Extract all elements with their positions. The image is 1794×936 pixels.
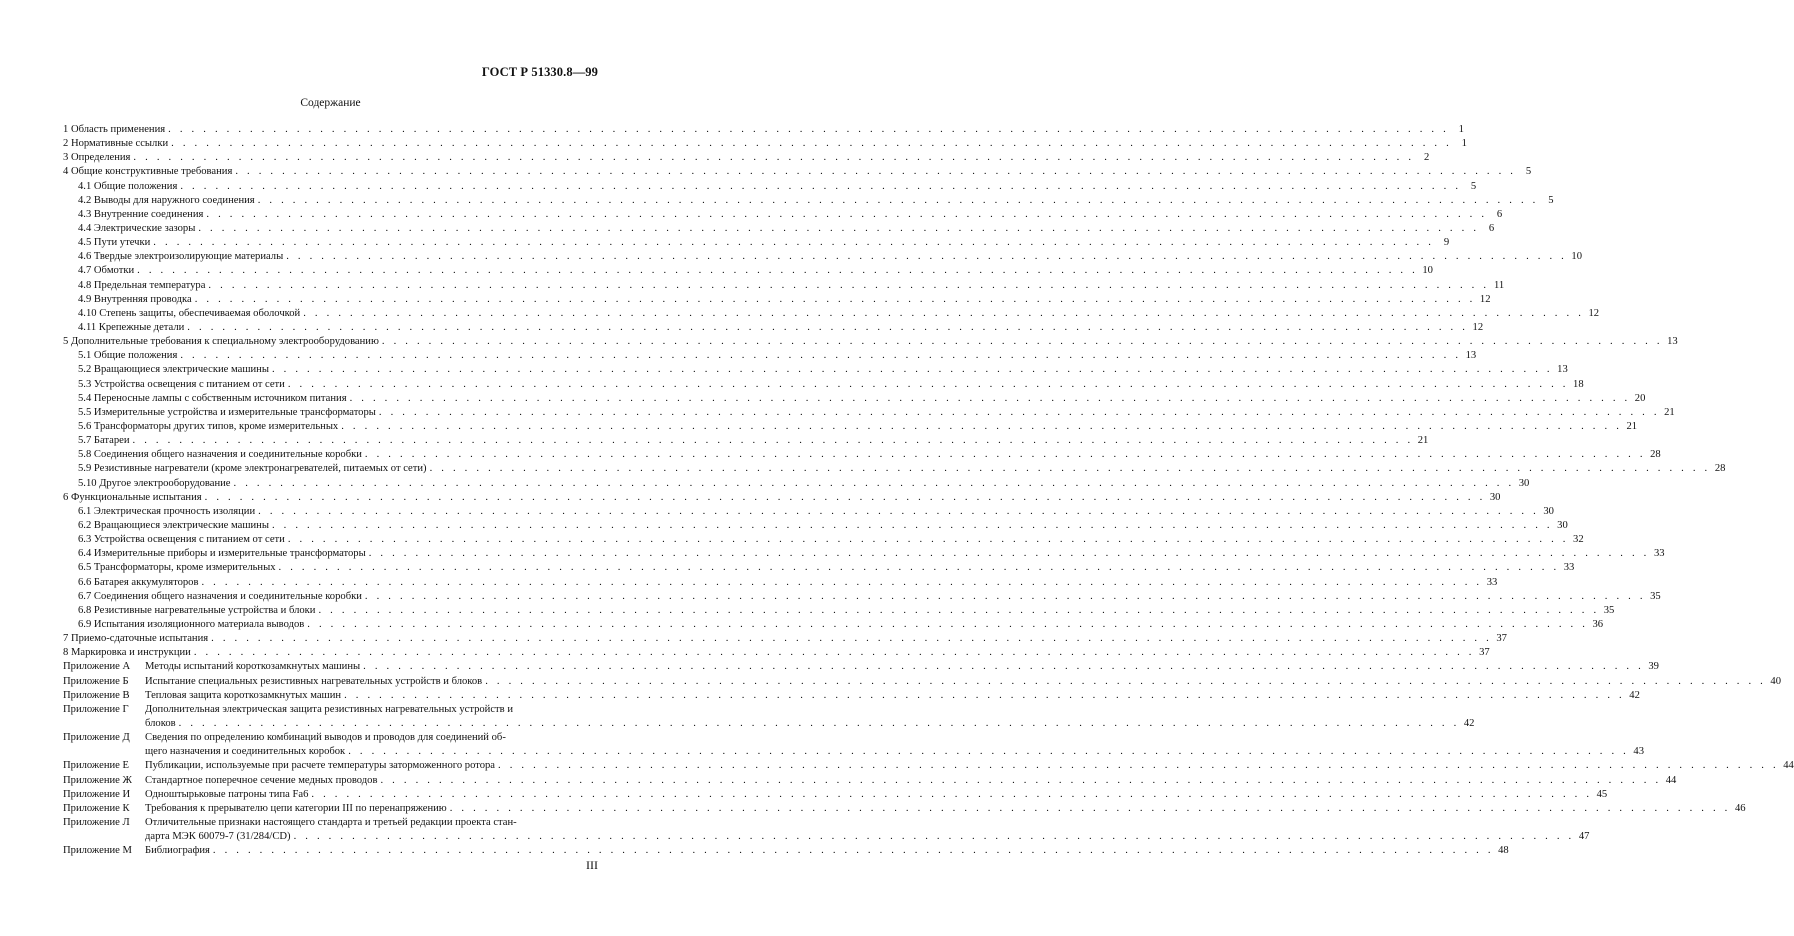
toc-entry-page: 12 (1472, 321, 1484, 333)
toc-entry-label: 4.3 Внутренние соединения (78, 208, 204, 220)
toc-entry[interactable] (63, 561, 1575, 575)
appendix-title-line: щего назначения и соединительных коробок (145, 746, 346, 758)
dot-leader (380, 774, 1661, 788)
toc-entry[interactable] (63, 604, 1615, 618)
dot-leader (180, 180, 1461, 194)
toc-entry-label: 6.4 Измерительные приборы и измерительные трансформаторы (78, 548, 366, 560)
appendix-page: 40 (1770, 675, 1782, 687)
toc-entry-page: 5 (1548, 194, 1554, 206)
toc-entry[interactable] (63, 448, 1661, 462)
toc-entry-label: 6.5 Трансформаторы, кроме измерительных (78, 562, 276, 574)
dot-leader (365, 590, 1646, 604)
dot-leader (288, 378, 1569, 392)
toc-entry-page: 9 (1443, 237, 1450, 249)
toc-entry-page: 13 (1667, 336, 1678, 348)
toc-entry[interactable] (63, 279, 1505, 293)
toc-entry[interactable] (63, 180, 1477, 194)
appendix-title-line: Сведения по определению комбинаций выводов и проводов для соединений об- (145, 732, 506, 744)
toc-entry-page: 33 (1653, 548, 1665, 560)
toc-entry-label: 5.5 Измерительные устройства и измерительные трансформаторы (78, 406, 376, 418)
toc-entry[interactable] (63, 519, 1568, 533)
dot-leader (133, 434, 1414, 448)
appendix-entry[interactable] (63, 816, 1590, 844)
dot-leader (179, 717, 1460, 731)
dot-leader (133, 151, 1414, 165)
toc-entry-page: 28 (1650, 449, 1661, 461)
toc-entry-page: 2 (1423, 152, 1430, 164)
toc-entry[interactable] (63, 491, 1501, 505)
toc-entry-label: 5.8 Соединения общего назначения и соединительные коробки (78, 449, 362, 461)
toc-entry-label: 5.4 Переносные лампы с собственным источником питания (78, 392, 347, 404)
toc-entry[interactable] (63, 576, 1498, 590)
appendix-entry[interactable] (63, 703, 1475, 731)
toc-entry-page: 37 (1496, 633, 1507, 645)
appendix-page: 44 (1665, 774, 1677, 786)
appendix-title-line: Публикации, используемые при расчете температуры заторможенного ротора (145, 760, 496, 772)
appendix-entry[interactable] (63, 759, 1794, 773)
dot-leader (171, 137, 1452, 151)
toc-entry-page: 21 (1664, 406, 1675, 418)
appendix-prefix: Приложение В (63, 689, 130, 701)
appendix-page: 43 (1633, 746, 1645, 758)
toc-entry[interactable] (63, 264, 1433, 278)
toc-entry-label: 4 Общие конструктивные требования (63, 166, 233, 178)
toc-entry-label: 5.1 Общие положения (78, 350, 178, 362)
dot-leader (137, 264, 1418, 278)
appendix-prefix: Приложение Б (63, 675, 129, 687)
dot-leader (341, 420, 1622, 434)
appendix-page: 44 (1783, 760, 1794, 772)
dot-leader (153, 236, 1434, 250)
dot-leader (206, 208, 1487, 222)
appendix-title-line: Библиография (145, 845, 210, 857)
toc-entry[interactable] (63, 434, 1429, 448)
toc-entry[interactable] (63, 420, 1638, 434)
document-header: ГОСТ Р 51330.8—99 (481, 65, 598, 79)
dot-leader (348, 745, 1629, 759)
appendix-prefix: Приложение К (63, 802, 130, 814)
toc-entry[interactable] (63, 307, 1600, 321)
toc-entry[interactable] (63, 293, 1491, 307)
appendix-prefix: Приложение Г (63, 703, 129, 715)
dot-leader (201, 576, 1482, 590)
dot-leader (350, 392, 1631, 406)
dot-leader (234, 477, 1515, 491)
toc-entry-label: 4.9 Внутренняя проводка (78, 293, 192, 305)
toc-entry-page: 10 (1571, 251, 1583, 263)
toc-entry-label: 4.1 Общие положения (78, 180, 178, 192)
toc-entry-page: 12 (1479, 293, 1491, 305)
toc-entry-label: 3 Определения (63, 152, 131, 164)
dot-leader (379, 406, 1660, 420)
dot-leader (288, 533, 1569, 547)
appendix-entry[interactable] (63, 689, 1640, 703)
appendix-page: 39 (1648, 661, 1659, 673)
appendix-prefix: Приложение Ж (63, 774, 132, 786)
dot-leader (485, 675, 1766, 689)
toc-entry-label: 6.7 Соединения общего назначения и соединительные коробки (78, 590, 362, 602)
toc-entry[interactable] (63, 505, 1554, 519)
appendix-prefix: Приложение Л (63, 817, 130, 828)
toc-entry-label: 4.6 Твердые электроизолирующие материалы (78, 251, 284, 263)
dot-leader (303, 307, 1584, 321)
page-number: III (586, 858, 598, 872)
dot-leader (363, 660, 1644, 674)
appendix-entry[interactable] (63, 774, 1677, 788)
toc-entry[interactable] (63, 632, 1507, 646)
appendix-title-line: блоков (145, 717, 176, 729)
dot-leader (498, 759, 1779, 773)
toc-entry-label: 5.3 Устройства освещения с питанием от сети (78, 378, 285, 390)
dot-leader (272, 519, 1553, 533)
toc-entry[interactable] (63, 250, 1583, 264)
toc-entry[interactable] (63, 590, 1661, 604)
toc-entry-label: 5.2 Вращающиеся электрические машины (78, 364, 269, 376)
toc-entry[interactable] (63, 208, 1503, 222)
appendix-title-line: Тепловая защита короткозамкнутых машин (145, 689, 342, 701)
toc-entry-label: 8 Маркировка и инструкции (63, 647, 191, 659)
toc-entry-page: 30 (1543, 505, 1554, 517)
toc-entry-page: 28 (1714, 463, 1726, 475)
dot-leader (211, 632, 1492, 646)
toc-entry[interactable] (63, 123, 1464, 137)
toc-entry-label: 6.8 Резистивные нагревательные устройства и блоки (78, 604, 316, 616)
appendix-prefix: Приложение Д (63, 732, 130, 744)
toc-entry[interactable] (63, 222, 1495, 236)
dot-leader (168, 123, 1449, 137)
appendix-prefix: Приложение И (63, 788, 131, 800)
toc-entry-label: 6.3 Устройства освещения с питанием от сети (78, 534, 285, 546)
toc-entry[interactable] (63, 335, 1678, 349)
dot-leader (195, 293, 1476, 307)
toc-entry-label: 5.6 Трансформаторы других типов, кроме измерительных (78, 420, 339, 432)
toc-entry[interactable] (63, 533, 1584, 547)
toc-entry-page: 30 (1518, 477, 1530, 489)
toc-entry-page: 35 (1650, 590, 1661, 602)
appendix-title-line: Одноштырьковые патроны типа Fa6 (145, 788, 309, 800)
toc-entry-page: 5 (1470, 180, 1477, 192)
toc-entry-page: 18 (1573, 378, 1584, 390)
toc-entry-page: 36 (1592, 618, 1604, 630)
toc-entry-page: 21 (1417, 435, 1429, 447)
toc-entry-label: 5.7 Батареи (78, 435, 130, 447)
dot-leader (258, 194, 1539, 208)
toc-entry-label: 6.9 Испытания изоляционного материала выводов (78, 618, 305, 630)
toc-entry-label: 6 Функциональные испытания (63, 491, 202, 503)
dot-leader (213, 844, 1494, 858)
toc-entry-page: 30 (1489, 491, 1501, 503)
appendix-title-line: Методы испытаний короткозамкнутых машины (145, 661, 361, 673)
toc-entry-label: 1 Область применения (63, 124, 166, 135)
toc-entry-label: 5.9 Резистивные нагреватели (кроме электронагревателей, питаемых от сети) (78, 463, 427, 475)
toc-entry-label: 4.7 Обмотки (78, 265, 135, 277)
dot-leader (430, 462, 1711, 476)
dot-leader (307, 618, 1588, 632)
toc-entry-label: 4.5 Пути утечки (78, 237, 151, 249)
toc-entry-label: 4.8 Предельная температура (78, 279, 206, 291)
dot-leader (194, 646, 1475, 660)
dot-leader (272, 363, 1553, 377)
toc-entry-page: 11 (1494, 279, 1505, 291)
appendix-page: 46 (1734, 802, 1746, 814)
appendix-prefix: Приложение А (63, 661, 131, 673)
toc-entry-page: 33 (1563, 562, 1575, 574)
toc-entry[interactable] (63, 477, 1530, 491)
toc-entry-label: 4.2 Выводы для наружного соединения (78, 194, 255, 206)
toc-entry-page: 10 (1422, 265, 1433, 277)
toc-entry-page: 5 (1525, 166, 1532, 178)
toc-entry-page: 32 (1573, 534, 1584, 546)
appendix-entry[interactable] (63, 731, 1645, 759)
dot-leader (235, 165, 1516, 179)
appendix-page: 42 (1629, 689, 1640, 701)
dot-leader (318, 604, 1599, 618)
appendix-prefix: Приложение М (63, 845, 132, 857)
toc-entry[interactable] (63, 392, 1646, 406)
toc-entry[interactable] (63, 618, 1604, 632)
toc-entry[interactable] (63, 378, 1584, 392)
toc-entry-page: 30 (1557, 519, 1568, 531)
appendix-page: 47 (1578, 831, 1590, 843)
toc-entry-page: 6 (1496, 208, 1503, 220)
toc-entry-page: 6 (1488, 222, 1495, 234)
dot-leader (258, 505, 1539, 519)
toc-entry[interactable] (63, 547, 1665, 561)
toc-entry-page: 13 (1465, 350, 1477, 362)
dot-leader (294, 830, 1575, 844)
toc-entry[interactable] (63, 236, 1450, 250)
appendix-prefix: Приложение Е (63, 760, 129, 772)
toc-entry-label: 6.1 Электрическая прочность изоляции (78, 505, 256, 517)
appendix-title-line: Дополнительная электрическая защита резистивных нагревательных устройств и (145, 703, 513, 715)
toc-entry-page: 1 (1458, 124, 1464, 135)
dot-leader (198, 222, 1479, 236)
toc-entry-label: 6.6 Батарея аккумуляторов (78, 576, 199, 588)
appendix-title-line: дарта МЭК 60079-7 (31/284/CD) (145, 831, 291, 843)
toc-entry[interactable] (63, 349, 1477, 363)
toc-entry[interactable] (63, 165, 1532, 179)
toc-entry[interactable] (63, 646, 1490, 660)
toc-entry-page: 33 (1486, 576, 1498, 588)
dot-leader (279, 561, 1560, 575)
toc-entry[interactable] (63, 321, 1484, 335)
toc-entry-label: 6.2 Вращающиеся электрические машины (78, 519, 269, 531)
toc-entry[interactable] (63, 194, 1554, 208)
toc-entry-page: 13 (1557, 364, 1568, 376)
dot-leader (365, 448, 1646, 462)
table-of-contents (63, 123, 1794, 858)
toc-entry-page: 20 (1634, 392, 1646, 404)
toc-entry-page: 35 (1603, 604, 1615, 616)
dot-leader (344, 689, 1625, 703)
dot-leader (180, 349, 1461, 363)
toc-entry-label: 4.11 Крепежные детали (78, 321, 185, 333)
toc-entry[interactable] (63, 151, 1430, 165)
appendix-entry[interactable] (63, 788, 1608, 802)
appendix-entry[interactable] (63, 844, 1509, 858)
appendix-title-line: Требования к прерывателю цепи категории III по перенапряжению (145, 802, 447, 814)
appendix-entry[interactable] (63, 660, 1659, 674)
toc-entry[interactable] (63, 406, 1675, 420)
toc-entry-page: 1 (1461, 138, 1467, 150)
dot-leader (187, 321, 1468, 335)
appendix-title-line: Стандартное поперечное сечение медных проводов (145, 774, 378, 786)
toc-entry[interactable] (63, 363, 1568, 377)
appendix-page: 42 (1463, 717, 1475, 729)
toc-entry[interactable] (63, 137, 1467, 151)
toc-entry-label: 2 Нормативные ссылки (63, 138, 169, 150)
toc-entry-label: 4.10 Степень защиты, обеспечиваемая оболочкой (78, 307, 301, 319)
toc-entry-page: 12 (1588, 307, 1600, 319)
toc-entry-label: 7 Приемо-сдаточные испытания (63, 633, 209, 645)
dot-leader (286, 250, 1567, 264)
dot-leader (382, 335, 1663, 349)
toc-entry[interactable] (63, 462, 1726, 476)
appendix-page: 45 (1596, 788, 1608, 800)
dot-leader (450, 802, 1731, 816)
appendix-title-line: Отличительные признаки настоящего стандарта и третьей редакции проекта стан- (145, 817, 517, 828)
toc-entry-label: 5.10 Другое электрооборудование (78, 477, 231, 489)
dot-leader (369, 547, 1650, 561)
dot-leader (208, 279, 1489, 293)
appendix-title-line: Испытание специальных резистивных нагревательных устройств и блоков (145, 675, 483, 687)
toc-entry-label: 5 Дополнительные требования к специальному электрооборудованию (63, 336, 379, 348)
toc-entry-page: 37 (1479, 647, 1490, 659)
appendix-entry[interactable] (63, 802, 1746, 816)
appendix-page: 48 (1498, 845, 1509, 857)
dot-leader (311, 788, 1592, 802)
dot-leader (205, 491, 1486, 505)
toc-title: Содержание (300, 97, 361, 109)
appendix-entry[interactable] (63, 675, 1782, 689)
toc-entry-label: 4.4 Электрические зазоры (78, 222, 196, 234)
toc-entry-page: 21 (1626, 420, 1638, 432)
